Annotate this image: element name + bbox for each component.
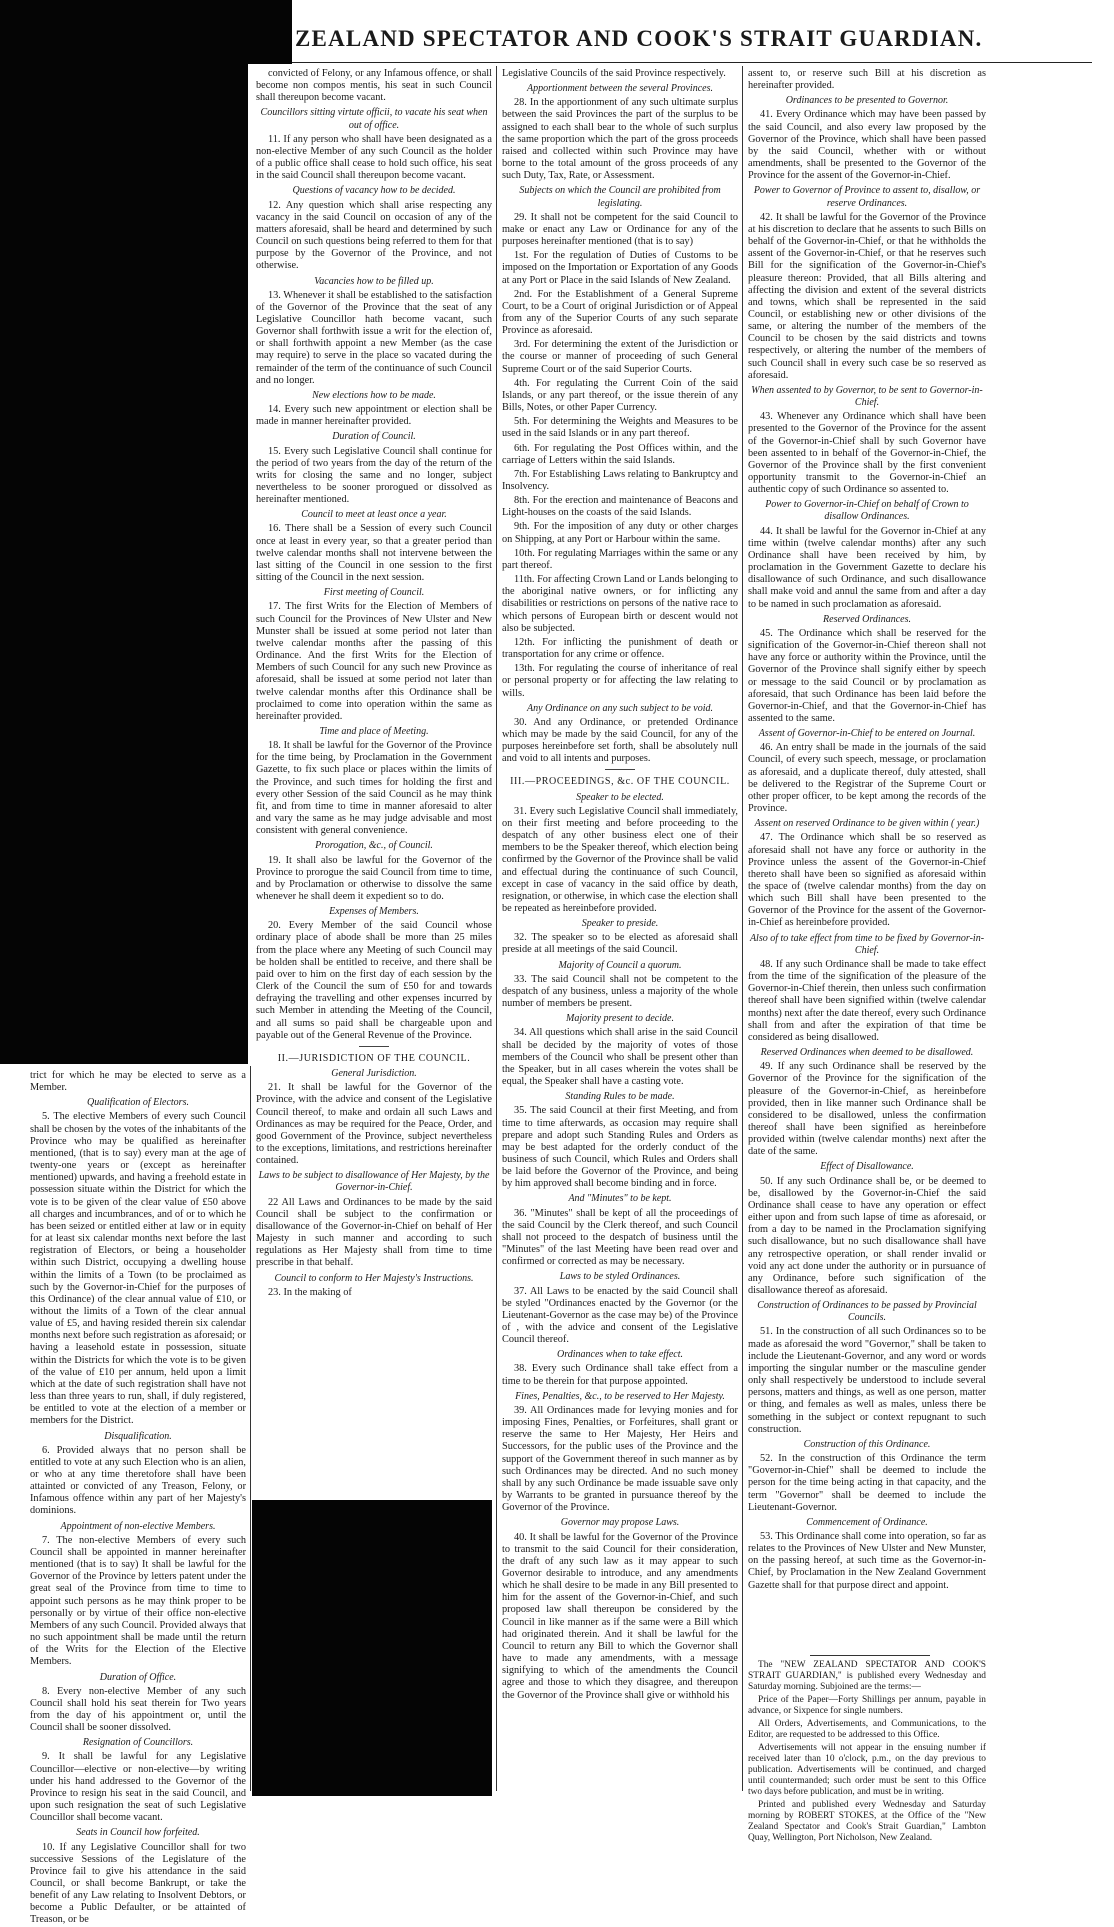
paragraph: 46. An entry shall be made in the journals of the said Council, of every such speech, message, or proclamation as aforesaid, and a duplicate thereof, duly attested, shall be delivered to the Registrar of the Supreme Court or other proper officer, to be kept among the records of the Province.	[748, 742, 986, 815]
section-heading: Questions of vacancy how to be decided.	[292, 185, 456, 197]
section-heading: And "Minutes" to be kept.	[568, 1193, 672, 1205]
paragraph: 20. Every Member of the said Council whose ordinary place of abode shall be more than 25 miles from the place where any Meeting of such Council may be holden shall be entitled to receive, and there shall be paid over to him on the first day of each session by the Clerk of the Council the sum of £50 for and towards defraying the travelling and other expenses incurred by such Member in attending the Meeting of the Council, and all sums so paid shall be chargeable upon and payable out of the General Revenue of the Province.	[256, 920, 492, 1041]
section-heading: Any Ordinance on any such subject to be void.	[527, 702, 713, 714]
section-heading: Expenses of Members.	[329, 906, 419, 918]
section-heading: Fines, Penalties, &c., to be reserved to Her Majesty.	[515, 1390, 725, 1402]
section-heading: Majority present to decide.	[566, 1013, 674, 1025]
section-heading: Duration of Council.	[332, 431, 416, 443]
paragraph: 47. The Ordinance which shall be so reserved as aforesaid shall not have any force or authority in the Province unless the assent of the Governor-in-Chief thereto shall have been so signified as aforesaid within the space of (twelve calendar months) from the day on which such Bill shall have been presented to the Governor of the Province for the assent of the Governor-in-Chief as hereinbefore provided.	[748, 832, 986, 929]
section-heading: Speaker to be elected.	[576, 791, 664, 803]
paragraph: 9. It shall be lawful for any Legislative Councillor—elective or non-elective—by writing under his hand addressed to the Governor of the Province to resign his seat in the said Council, and upon such resignation the seat of such Legislative Councillor shall become vacant.	[30, 1751, 246, 1824]
paragraph: 35. The said Council at their first Meeting, and from time to time afterwards, as occasion may require shall prepare and adopt such Standing Rules and Orders as may be best adapted for the orderly conduct of the business of such Council, which Rules and Orders shall be laid before the Governor of the Province, and being by him approved shall become binding and in force.	[502, 1105, 738, 1190]
paragraph: 13. Whenever it shall be established to the satisfaction of the Governor of the Province that the seat of any Legislative Councillor hath become vacant, such Governor shall forthwith issue a writ for the election of, or shall forthwith appoint a new Member (as the case may require) to serve in the place so vacated during the remainder of the term of the continuance of such Council and no longer.	[256, 289, 492, 386]
colophon-line: All Orders, Advertisements, and Communications, to the Editor, are requested to be addressed to this Office.	[748, 1719, 986, 1740]
paragraph: Legislative Councils of the said Province respectively.	[502, 68, 726, 79]
paragraph: 16. There shall be a Session of every such Council once at least in every year, so that a greater period than twelve calendar months shall not intervene between the last sitting of the Council in one session to the first sitting of the Council in the next session.	[256, 523, 492, 584]
paragraph: 31. Every such Legislative Council shall immediately, on their first meeting and before proceeding to the despatch of any other business elect one of their members to be the Speaker thereof, which election being confirmed by the Governor of the Province shall be valid and effectual during the continuance of such Council, except in case of vacancy in the said office by death, resignation, or otherwise, in which case the election shall be repeated as hereinbefore provided.	[502, 805, 738, 914]
paragraph: 53. This Ordinance shall come into operation, so far as relates to the Provinces of New Ulster and New Munster, on the passing hereof, at such time as the Governor-in-Chief, by Proclamation in the New Zealand Government Gazette shall for that purpose direct and appoint.	[748, 1530, 986, 1591]
paragraph: 34. All questions which shall arise in the said Council shall be decided by the majority of votes of those members of the Council who shall be present other than the Speaker, but in all cases wherein the votes shall be equal, the Speaker shall have a casting vote.	[502, 1027, 738, 1088]
section-heading: Time and place of Meeting.	[319, 725, 429, 737]
section-heading: Speaker to preside.	[581, 918, 659, 930]
colophon-line: The "NEW ZEALAND SPECTATOR AND COOK'S STRAIT GUARDIAN," is published every Wednesday and Saturday morning. Subjoined are the terms:—	[748, 1660, 986, 1692]
paragraph: 12. Any question which shall arise respecting any vacancy in the said Council on occasion of any of the matters aforesaid, shall be heard and determined by such Council on such questions being referred to them for that purpose by the Governor of the Province, and not otherwise.	[256, 199, 492, 272]
colophon	[748, 1660, 986, 1843]
section-heading: Reserved Ordinances.	[823, 613, 911, 625]
paragraph: 39. All Ordinances made for levying monies and for imposing Fines, Penalties, or Forfeitures, shall grant or reserve the same to Her Majesty, Her Heirs and Successors, for the public uses of the Province and the support of the Government thereof in such manner as by such Ordinances may be directed. And no such money shall by any such Ordinance be made issuable save only by Warrants to be granted in pursuance thereof by the Governor of the Province.	[502, 1404, 738, 1514]
paragraph: 3rd. For determining the extent of the Jurisdiction or the course or manner of proceeding of such General Supreme Court or of the said Superior Courts.	[502, 339, 738, 375]
section-heading: When assented to by Governor, to be sent to Governor-in-Chief.	[751, 384, 983, 409]
section-heading: First meeting of Council.	[323, 587, 425, 599]
section-heading: Council to conform to Her Majesty's Instructions.	[274, 1272, 474, 1284]
paragraph: assent to, or reserve such Bill at his discretion as hereinafter provided.	[748, 68, 986, 92]
paragraph: 1st. For the regulation of Duties of Customs to be imposed on the Importation or Exportation of any Goods at any Port or Place in the said Islands of New Zealand.	[502, 250, 738, 286]
paragraph: 22 All Laws and Ordinances to be made by the said Council shall be subject to the confirmation or disallowance of the Governor-in-Chief on behalf of Her Majesty in such manner and according to such regulations as Her Majesty shall from time to time prescribe in that behalf.	[256, 1196, 492, 1269]
paragraph: 10th. For regulating Marriages within the same or any part thereof.	[502, 547, 738, 571]
paragraph: 44. It shall be lawful for the Governor in-Chief at any time within (twelve calendar months) after any such Ordinance shall have been received by him, by proclamation in the Government Gazette to declare his disallowance of such Ordinance, and such disallowance shall make void and annul the same from and after a day to be named in such proclamation as aforesaid.	[748, 525, 986, 610]
section-heading: Appointment of non-elective Members.	[60, 1520, 216, 1532]
paragraph: 42. It shall be lawful for the Governor of the Province at his discretion to declare that he assents to such Bills on behalf of the Governor-in-Chief, or that he withholds the assent of the Governor-in-Chief, or that he reserves such Bill for the signification of the Governor-in-Chief's pleasure thereon: Provided, that all Bills altering and affecting the division and extent of the several districts and towns, which shall be represented in the said Council, or establishing new or other divisions of the same, or altering the number of the members of the Council to be chosen by the said districts and towns respectively, or altering the number of the members of such Council shall in every such case be so reserved as aforesaid.	[748, 211, 986, 381]
column-rule-3	[742, 66, 743, 1791]
paragraph: 9th. For the imposition of any duty or other charges on Shipping, at any Port or Harbour within the same.	[502, 521, 738, 545]
section-heading: Assent on reserved Ordinance to be given within ( year.)	[754, 818, 980, 830]
section-heading: Power to Governor of Province to assent to, disallow, or reserve Ordinances.	[753, 185, 981, 209]
column-0-lower	[30, 1070, 246, 1926]
column-2	[502, 68, 738, 1792]
section-rule	[605, 769, 635, 770]
masthead-title: ZEALAND SPECTATOR AND COOK'S STRAIT GUARDIAN.	[295, 26, 983, 51]
section-heading: Vacancies how to be filled up.	[314, 275, 434, 287]
redaction-block-bottom	[252, 1500, 492, 1796]
masthead-rule	[292, 62, 1092, 63]
section-heading: Laws to be subject to disallowance of Her Majesty, by the Governor-in-Chief.	[258, 1170, 490, 1194]
section-heading: Effect of Disallowance.	[820, 1161, 914, 1173]
paragraph: 11. If any person who shall have been designated as a non-elective Member of any such Council as the holder of a public office shall cease to hold such office, his seat in the said Council shall thereupon become vacant.	[256, 133, 492, 182]
paragraph: 6th. For regulating the Post Offices within, and the carriage of Letters within the said Islands.	[502, 442, 738, 466]
column-3	[748, 68, 986, 1650]
paragraph: 41. Every Ordinance which may have been passed by the said Council, and also every law proposed by the Governor of the Province, which shall have been passed by the said Council, whether with or without amendments, shall be presented to the Governor of the Province for the assent of the Governor-in-Chief.	[748, 109, 986, 182]
paragraph: 19. It shall also be lawful for the Governor of the Province to prorogue the said Council from time to time, and by Proclamation or otherwise to dissolve the same whenever he shall deem it expedient so to do.	[256, 854, 492, 902]
section-heading: Governor may propose Laws.	[560, 1517, 680, 1529]
paragraph: 32. The speaker so to be elected as aforesaid shall preside at all meetings of the said Council.	[502, 932, 738, 956]
paragraph: 12th. For inflicting the punishment of death or transportation for any crime or offence.	[502, 636, 738, 661]
paragraph: 50. If any such Ordinance shall be, or be deemed to be, disallowed by the Governor-in-Chief the said Ordinance shall cease to have any operation or effect either upon and from such lapse of time as aforesaid, or from a day to be named in the Proclamation signifying such disallowance, but no such disallowance shall have any retrospective operation, or shall render invalid or void any act done under the authority or in pursuance of any Ordinance, before such signification of the disallowance thereof as aforesaid.	[748, 1175, 986, 1296]
paragraph: 30. And any Ordinance, or pretended Ordinance which may be made by the said Council, for any of the purposes hereinbefore set forth, shall be absolutely null and void to all intents and purposes.	[502, 716, 738, 765]
paragraph: 5th. For determining the Weights and Measures to be used in the said Islands or in any part thereof.	[502, 416, 738, 440]
section-heading: Prorogation, &c., of Council.	[315, 840, 433, 852]
paragraph: 13th. For regulating the course of inheritance of real or personal property or for affecting the law relating to wills.	[502, 663, 738, 699]
paragraph: 40. It shall be lawful for the Governor of the Province to transmit to the said Council for their consideration, the draft of any such law as it may appear to such Governor desirable to introduce, and any amendments which he shall desire to be made in any Bill presented to him for the assent of the Governor-in-Chief, and such proposed law shall thereupon be considered by the Council in like manner as if the same were a Bill which had originated therein. And it shall be lawful for the Council to return any Bill to which the Governor shall have to made any amendments, with a message signifying to which of the amendments the Council agree and those to which they disagree, and thereupon the Governor of the Province shall give or withhold his	[502, 1531, 738, 1701]
paragraph: 14. Every such new appointment or election shall be made in manner hereinafter provided.	[256, 404, 492, 428]
paragraph: 5. The elective Members of every such Council shall be chosen by the votes of the inhabitants of the Province who may be qualified as hereinafter mentioned, (that is to say) every man at the age of twenty-one years or (except as hereinafter mentioned) upwards, and having a freehold estate in possession situate within the District for which the vote is to be given of the clear value of £50 above all charges and incumbrances, and of or to which he has been seized or entitled either at law or in equity for at least six calendar months next before the last registration of Electors, or being a householder within such District, occupying a dwelling house within the limits of a Town (to be proclaimed as such by the Governor-in-Chief for the purposes of this Ordinance) of the clear annual value of £10, or without the limits of a Town of the clear annual value of £5, and having resided therein six calendar months next before such registration as aforesaid; or having a leasehold estate in possession, situate within the Districts for which the vote is to be given of the value of £10 per annum, held upon a limit which at the date of such registration shall have not less than three years to run, shall, if duly registered, be entitled to vote at the election of a member or members for the District.	[30, 1111, 246, 1427]
paragraph: 29. It shall not be competent for the said Council to make or enact any Law or Ordinance for any of the purposes hereinafter mentioned (that is to say)	[502, 211, 738, 248]
part-title: II.—JURISDICTION OF THE COUNCIL.	[277, 1052, 471, 1064]
section-heading: New elections how to be made.	[312, 389, 436, 401]
paragraph: 8. Every non-elective Member of any such Council shall hold his seat therein for Two years from the day of his appointment or, until the Council shall be sooner dissolved.	[30, 1685, 246, 1734]
section-heading: Duration of Office.	[99, 1671, 177, 1683]
paragraph: 52. In the construction of this Ordinance the term "Governor-in-Chief" shall be deemed to include the person for the time being acting in that capacity, and the term "Governor" shall be deemed to include the Lieutenant-Governor.	[748, 1453, 986, 1513]
redaction-block-left	[0, 64, 248, 1064]
colophon-line: Advertisements will not appear in the ensuing number if received later than 10 o'clock, p.m., on the day previous to publication. Advertisements will be continued, and charged until countermanded; such order must be sent to this Office two days before publication, and must be in writing.	[748, 1743, 986, 1797]
part-title: III.—PROCEEDINGS, &c. OF THE COUNCIL.	[510, 776, 730, 788]
paragraph: 48. If any such Ordinance shall be made to take effect from the time of the signification of the pleasure of the Governor-in-Chief therein, then unless such confirmation thereof shall have been signified within (twelve calendar months) next after the date thereof, every such Ordinance shall from and after the expiration of that time be considered as being disallowed.	[748, 958, 986, 1043]
section-heading: Resignation of Councillors.	[82, 1737, 194, 1749]
paragraph: 51. In the construction of all such Ordinances so to be made as aforesaid the word "Governor," shall be taken to include the Lieutenant-Governor, and any word or words importing the singular number or the masculine gender only shall respectively be understood to include several persons, matters and things, as well as one person, matter or thing, and females as well as males, unless there be something in the subject or context repugnant to such construction.	[748, 1326, 986, 1435]
section-heading: Qualification of Electors.	[87, 1097, 189, 1109]
paragraph: 28. In the apportionment of any such ultimate surplus between the said Provinces the part of the surplus to be assigned to each shall bear to the whole of such surplus the same proportion which the part of the gross proceeds raised and collected within such Province may have borne to the total amount of the gross proceeds of any such Duty, Tax, Rate, or Assessment.	[502, 97, 738, 182]
section-heading: Ordinances to be presented to Governor.	[785, 95, 949, 107]
section-heading: Construction of this Ordinance.	[803, 1438, 931, 1450]
section-heading: Commencement of Ordinance.	[806, 1516, 928, 1528]
paragraph: 6. Provided always that no person shall be entitled to vote at any such Election who is an alien, or who at any time theretofore shall have been attainted or convicted of any Treason, Felony, or Infamous offence within any part of her Majesty's dominions.	[30, 1444, 246, 1517]
colophon-rule	[810, 1655, 930, 1656]
section-heading: Disqualification.	[104, 1430, 172, 1442]
paragraph: 2nd. For the Establishment of a General Supreme Court, to be a Court of original Jurisdiction or of Appeal from any of the Superior Courts of any such separate Province as aforesaid.	[502, 288, 738, 337]
section-heading: Assent of Governor-in-Chief to be entered on Journal.	[758, 728, 976, 740]
column-1	[256, 68, 492, 1498]
section-heading: Council to meet at least once a year.	[301, 509, 447, 521]
paragraph: 21. It shall be lawful for the Governor of the Province, with the advice and consent of the Legislative Council thereof, to make and ordain all such Laws and Ordinances as may be required for the Peace, Order, and good Government of the Province, subject nevertheless to the exceptions, limitations, and restrictions hereinafter contained.	[256, 1082, 492, 1167]
paragraph: 23. In the making of	[268, 1286, 352, 1298]
column-rule-1	[250, 1066, 251, 1791]
paragraph: 43. Whenever any Ordinance which shall have been presented to the Governor of the Province for the assent of the Governor-in-Chief shall by such Governor have been assented to in behalf of the Governor-in-Chief, the Governor of the Province shall by the first convenient opportunity transmit to the Governor-in-Chief an authentic copy of such Ordinance so assented to.	[748, 411, 986, 496]
section-heading: Reserved Ordinances when deemed to be disallowed.	[760, 1047, 974, 1059]
paragraph: 18. It shall be lawful for the Governor of the Province for the time being, by Proclamation in the Government Gazette, to fix such place or places within the limits of the Province, and such times for holding the first and every other Session of the said Council as he may think fit, and from time to time in manner aforesaid to alter and vary the same as he may judge advisable and most consistent with general convenience.	[256, 740, 492, 837]
section-heading: General Jurisdiction.	[331, 1068, 417, 1080]
paragraph: 15. Every such Legislative Council shall continue for the period of two years from the day of the return of the writs for closing the same and no longer, subject nevertheless to be sooner prorogued or dissolved as hereinafter mentioned.	[256, 445, 492, 506]
section-heading: Subjects on which the Council are prohibited from legislating.	[519, 185, 721, 209]
section-heading: Standing Rules to be made.	[565, 1091, 675, 1103]
column-rule-2	[496, 66, 497, 1791]
paragraph: 4th. For regulating the Current Coin of the said Islands, or any part thereof, or the issue therein of any Bills, Notes, or other Paper Currency.	[502, 377, 738, 414]
section-heading: Ordinances when to take effect.	[557, 1349, 683, 1361]
paragraph: 36. "Minutes" shall be kept of all the proceedings of the said Council by the Clerk thereof, and such Council shall not proceed to the despatch of business until the "Minutes" of the last Meeting have been read over and confirmed or corrected as may be necessary.	[502, 1207, 738, 1268]
section-heading: Majority of Council a quorum.	[558, 959, 682, 971]
section-heading: Apportionment between the several Provinces.	[527, 83, 713, 95]
paragraph: 11th. For affecting Crown Land or Lands belonging to the aboriginal native owners, or for inflicting any disabilities or restrictions on persons of the native race to which persons of European birth or descent would not also be subjected.	[502, 574, 738, 634]
paragraph: 7th. For Establishing Laws relating to Bankruptcy and Insolvency.	[502, 468, 738, 492]
section-heading: Also of to take effect from time to be fixed by Governor-in-Chief.	[749, 932, 985, 956]
paragraph: 17. The first Writs for the Election of Members of such Council for the Provinces of New Ulster and New Munster shall be issued at some period not later than twelve calendar months after the passing of this Ordinance. And the first Writs for the Election of Members of such Council for any such new Province as aforesaid, shall be issued at some period not later than twelve calendar months after this Ordinance shall be proclaimed to come into operation within the same as hereinafter provided.	[256, 601, 492, 722]
paragraph: 8th. For the erection and maintenance of Beacons and Light-houses on the coasts of the said Islands.	[502, 495, 738, 519]
section-heading: Construction of Ordinances to be passed by Provincial Councils.	[757, 1300, 977, 1324]
paragraph: 37. All Laws to be enacted by the said Council shall be styled "Ordinances enacted by the Governor (or the Lieutenant-Governor as the case may be) of the Province of , with the advice and consent of the Legislative Council thereof.	[502, 1285, 738, 1346]
colophon-line: Printed and published every Wednesday and Saturday morning by ROBERT STOKES, at the Office of the "New Zealand Spectator and Cook's Strait Guardian," Lambton Quay, Wellington, Port Nicholson, New Zealand.	[748, 1800, 986, 1843]
colophon-line: Price of the Paper—Forty Shillings per annum, payable in advance, or Sixpence for single numbers.	[748, 1695, 986, 1716]
paragraph: 45. The Ordinance which shall be reserved for the signification of the Governor-in-Chief thereon shall not have any force or authority within the Province, until the Governor of the Province shall signify either by speech or message to the said Council or by proclamation as aforesaid, that such Ordinance has been laid before the Governor-in-Chief, and that the Governor-in-Chief has assented to the same.	[748, 627, 986, 724]
section-heading: Seats in Council how forfeited.	[76, 1827, 200, 1839]
paragraph: 49. If any such Ordinance shall be reserved by the Governor of the Province for the signification of the pleasure of the Governor-in-Chief, as hereinbefore provided, then in like manner such Ordinance shall be considered to be disallowed, unless the confirmation thereof shall have been signified as hereinbefore provided within (twelve calendar months) next after the date of the same.	[748, 1061, 986, 1158]
paragraph: 7. The non-elective Members of every such Council shall be appointed in manner hereinafter mentioned (that is to say) It shall be lawful for the Governor of the Province by letters patent under the great seal of the Province from time to time to appoint such persons as he may think proper to be personally or by virtue of their office non-elective Members of any such Council. Provided always that no such appointment shall be made until the return of the Writs for the Election of the Elective Members.	[30, 1534, 246, 1668]
section-heading: Laws to be styled Ordinances.	[559, 1271, 681, 1283]
redaction-block-top-left	[0, 0, 292, 64]
paragraph: 33. The said Council shall not be competent to the despatch of any business, unless a majority of the whole number of members be present.	[502, 973, 738, 1010]
paragraph: 10. If any Legislative Councillor shall for two successive Sessions of the Legislature of the Province fail to give his attendance in the said Council, or shall become Bankrupt, or take the benefit of any Law relating to Insolvent Debtors, or become a Public Defaulter, or be attainted of Treason, or be	[30, 1841, 246, 1926]
paragraph: trict for which he may be elected to serve as a Member.	[30, 1070, 246, 1094]
section-rule	[359, 1046, 389, 1047]
paragraph: convicted of Felony, or any Infamous offence, or shall become non compos mentis, his seat in such Council shall thereupon become vacant.	[256, 68, 492, 104]
paragraph: 38. Every such Ordinance shall take effect from a time to be therein for that purpose appointed.	[502, 1363, 738, 1387]
section-heading: Councillors sitting virtute officii, to vacate his seat when out of office.	[260, 107, 488, 131]
section-heading: Power to Governor-in-Chief on behalf of Crown to disallow Ordinances.	[765, 499, 969, 523]
